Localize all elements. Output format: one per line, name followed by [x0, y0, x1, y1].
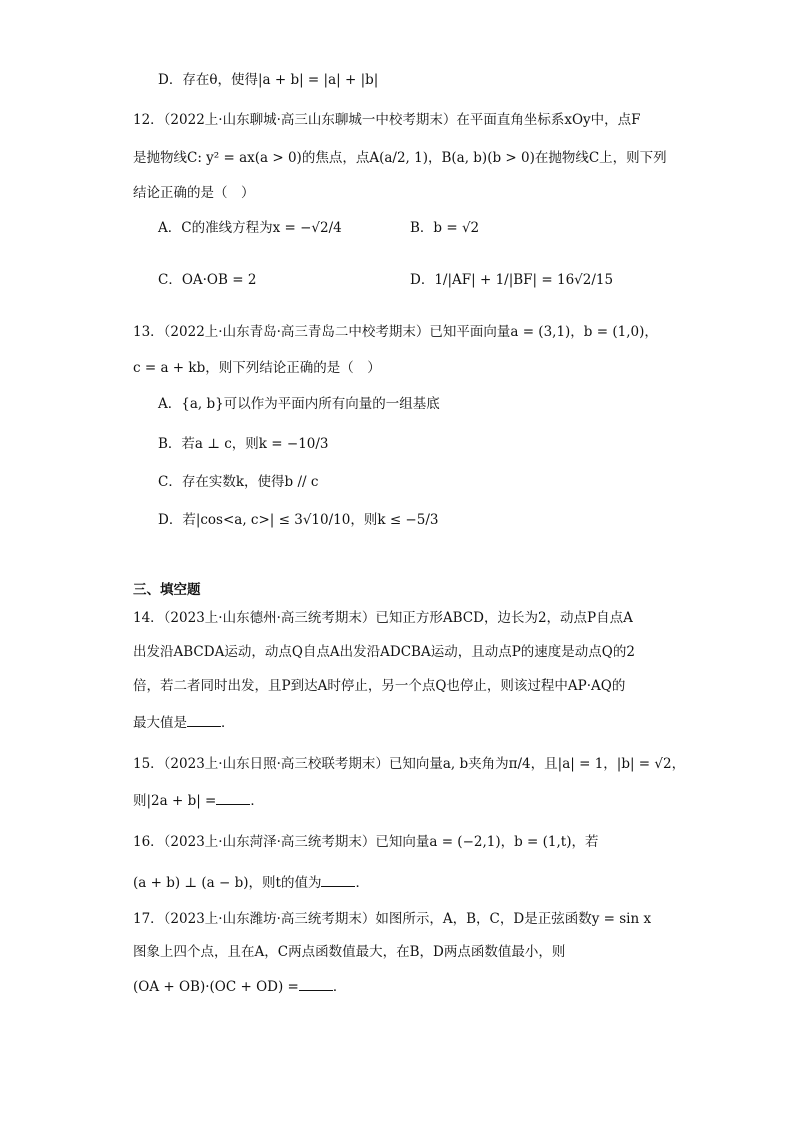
q14-period: ． [221, 715, 235, 731]
q16-period: ． [355, 875, 369, 891]
q14-answer-blank [187, 712, 221, 727]
q11-option-d: D．存在θ，使得|a + b| = |a| + |b| [158, 72, 379, 88]
q17-answer-blank [299, 976, 333, 991]
q13-option-a: A．{a, b}可以作为平面内所有向量的一组基底 [158, 396, 440, 412]
q13-option-b: B．若a ⊥ c，则k = −10/3 [158, 436, 329, 452]
q12-stem-line3: 结论正确的是（ ） [133, 185, 255, 201]
q15-answer-blank [216, 790, 250, 805]
q12-option-d: D．1/|AF| + 1/|BF| = 16√2/15 [410, 272, 614, 288]
q17-stem-line1: 17．（2023上·山东潍坊·高三统考期末）如图所示，A，B，C，D是正弦函数y = sin x [133, 911, 652, 927]
section-heading-fill-in: 三、填空题 [133, 582, 201, 598]
q16-last-text: (a + b) ⊥ (a − b)，则t的值为 [133, 875, 322, 891]
q12-option-b: B．b = √2 [410, 220, 480, 236]
q15-last-text: 则|2a + b| = [133, 793, 217, 809]
q17-period: ． [332, 979, 347, 995]
q16-stem-line1: 16．（2023上·山东菏泽·高三统考期末）已知向量a = (−2,1)，b = (1,t)，若 [133, 834, 599, 850]
q15-period: ． [250, 793, 264, 809]
q13-option-d: D．若|cos<a, c>| ≤ 3√10/10，则k ≤ −5/3 [158, 512, 439, 528]
q15-stem-line2 [133, 790, 264, 811]
q17-stem-line2: 图象上四个点，且在A，C两点函数值最大，在B，D两点函数值最小，则 [133, 944, 566, 960]
q15-stem-line1: 15．（2023上·山东日照·高三校联考期末）已知向量a, b夹角为π/4，且|a| = 1，|b| = √2， [133, 756, 686, 772]
q16-answer-blank [321, 872, 355, 887]
q13-option-c: C．存在实数k，使得b // c [158, 474, 319, 490]
q17-stem-line3 [133, 976, 346, 997]
q14-stem-line4 [133, 712, 235, 733]
q13-stem-line1: 13．（2022上·山东青岛·高三青岛二中校考期末）已知平面向量a = (3,1)，b = (1,0)， [133, 324, 658, 340]
q12-stem-line2: 是抛物线C: y² = ax(a > 0)的焦点，点A(a/2, 1)，B(a, b)(b > 0)在抛物线C上，则下列 [133, 150, 667, 166]
q14-stem-line3: 倍，若二者同时出发，且P到达A时停止，另一个点Q也停止，则该过程中AP·AQ的 [133, 678, 626, 694]
q12-stem-line1: 12．（2022上·山东聊城·高三山东聊城一中校考期末）在平面直角坐标系xOy中，点F [133, 112, 641, 128]
q14-stem-line1: 14．（2023上·山东德州·高三统考期末）已知正方形ABCD，边长为2，动点P自点A [133, 610, 633, 626]
q12-option-c: C．OA·OB = 2 [158, 272, 257, 288]
q13-stem-line2: c = a + kb，则下列结论正确的是（ ） [133, 360, 381, 376]
q14-last-text: 最大值是 [133, 715, 187, 731]
q12-option-a: A．C的准线方程为x = −√2/4 [158, 220, 342, 236]
q17-last-text: (OA + OB)·(OC + OD) = [133, 979, 299, 995]
q16-stem-line2 [133, 872, 369, 893]
q14-stem-line2: 出发沿ABCDA运动，动点Q自点A出发沿ADCBA运动，且动点P的速度是动点Q的2 [133, 644, 635, 660]
